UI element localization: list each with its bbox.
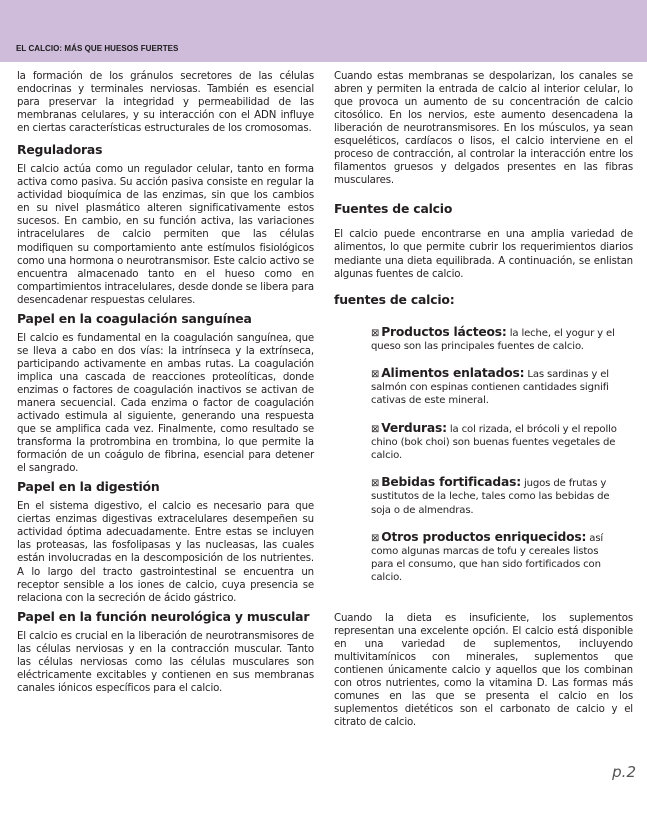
list-item — [371, 367, 623, 408]
section-heading-fuentes: Fuentes de calcio — [334, 201, 453, 217]
section-heading-coagulacion: Papel en la coagulación sanguínea — [17, 310, 252, 326]
list-item-text: jugos de frutas y sustitutos de la leche, tales como las bebidas de soja o de almendras. — [371, 478, 610, 516]
calcium-sources-list — [334, 326, 633, 585]
list-item — [371, 531, 623, 585]
list-item-text: Las sardinas y el salmón con espinas contienen cantidades signifi cativas de este mineral. — [371, 369, 609, 407]
list-item — [371, 476, 623, 517]
section-text-coagulacion: El calcio es fundamental en la coagulación sanguínea, que se lleva a cabo en dos vías: la intrínseca y la extrínseca, participando activamente en ambas rutas. La coagulación implica una cascada de reacciones proteolíticas, donde enzimas o factores de coagulación inactivos se activan de manera secuencial. Cada enzima o factor de coagulación activado estimula al siguiente, generando una respuesta que se amplifica cada vez. Finalmente, como resultado se transforma la protrombina en trombina, lo que permite la formación de un coágulo de fibrina, esencial para detener el sangrado. — [17, 332, 314, 475]
section-text-neurologica: El calcio es crucial en la liberación de neurotransmisores de las células nerviosas y en la contracción muscular. Tanto las células nerviosas como las células musculares son eléctricamente excitables y contienen en sus membranas canales iónicos específicos para el calcio. — [17, 630, 314, 694]
list-item — [371, 422, 623, 463]
section-text-fuentes: El calcio puede encontrarse en una amplia variedad de alimentos, lo que permite cubrir los requerimientos diarios mediante una dieta equilibrada. A continuación, se enlistan algunas fuentes de calcio. — [334, 229, 633, 280]
page-header-band — [0, 0, 647, 62]
list-item — [371, 326, 623, 353]
list-item-term: Productos lácteos: — [381, 324, 507, 339]
checkbox-glyph-icon: ⊠ — [371, 369, 380, 381]
list-item-text: la col rizada, el brócoli y el repollo chino (bok choi) son buenas fuentes vegetales de calcio. — [371, 423, 617, 462]
left-column — [17, 70, 314, 695]
checkbox-glyph-icon: ⊠ — [371, 423, 380, 435]
list-item-term: Otros productos enriquecidos: — [381, 529, 587, 544]
section-heading-neurologica: Papel en la función neurológica y muscular — [17, 608, 310, 624]
supplements-paragraph: Cuando la dieta es insuficiente, los suplementos representan una excelente opción. El calcio está disponible en una variedad de suplementos, incluyendo multivitamínicos con minerales, suplementos que contienen únicamente calcio y aquellos que los combinan con otros nutrientes, como la vitamina D. Las formas más comunes en las que se presenta el calcio en los suplementos dietéticos son el carbonato de calcio y el citrato de calcio. — [334, 612, 633, 729]
checkbox-glyph-icon: ⊠ — [371, 532, 380, 544]
right-column — [334, 70, 633, 729]
list-heading-fuentes: fuentes de calcio: — [334, 291, 455, 307]
running-header-title: EL CALCIO: MÁS QUE HUESOS FUERTES — [16, 44, 179, 53]
list-item-text: así como algunas marcas de tofu y cereales listos para el consumo, que han sido fortificados con calcio. — [371, 532, 604, 584]
checkbox-glyph-icon: ⊠ — [371, 478, 380, 490]
checkbox-glyph-icon: ⊠ — [371, 327, 380, 339]
section-heading-digestion: Papel en la digestión — [17, 479, 160, 495]
list-item-term: Alimentos enlatados: — [381, 366, 525, 381]
page-number: p.2 — [612, 763, 636, 781]
section-text-digestion: En el sistema digestivo, el calcio es necesario para que ciertas enzimas digestivas extracelulares desempeñen su actividad óptima adecuadamente. Entre estas se incluyen las proteasas, las fosfolipasas y las nucleasas, las cuales están involucradas en la descomposición de los nutrientes. A lo largo del tracto gastrointestinal se encuentra un receptor sensible a los iones de calcio, cuya presencia se relaciona con la secreción de ácido gástrico. — [17, 501, 314, 604]
list-item-term: Verduras: — [381, 420, 447, 435]
list-item-term: Bebidas fortificadas: — [381, 475, 521, 490]
section-text-reguladoras: El calcio actúa como un regulador celular, tanto en forma activa como pasiva. Su acción pasiva consiste en regular la actividad bioquímica de las enzimas, sin que los cambios en su nivel plasmático alteren significativamente estos sucesos. En cambio, en su función activa, las variaciones intracelulares de calcio permiten que las células modifiquen su comportamiento ante estímulos fisiológicos como una hormona o neurotransmisor. Este calcio activo se encuentra almacenado tanto en el hueso como en compartimientos intracelulares, desde donde se libera para desencadenar respuestas celulares. — [17, 164, 314, 306]
section-heading-reguladoras: Reguladoras — [17, 142, 103, 158]
intro-paragraph: la formación de los gránulos secretores de las células endocrinas y terminales nerviosas. También es esencial para preservar la integridad y permeabilidad de las membranas celulares, y su interacción con el ADN influye en ciertas características estructurales de los cromosomas. — [17, 71, 314, 135]
list-item-text: la leche, el yogur y el queso son las principales fuentes de calcio. — [371, 327, 615, 352]
continuation-paragraph: Cuando estas membranas se despolarizan, los canales se abren y permiten la entrada de calcio al interior celular, lo que provoca un aumento de su concentración de calcio citosólico. En los nervios, este aumento desencadena la liberación de neurotransmisores. En los músculos, ya sean esqueléticos, cardíacos o lisos, el calcio interviene en el proceso de contracción, al controlar la interacción entre los filamentos gruesos y delgados presentes en las fibras musculares. — [334, 71, 633, 187]
